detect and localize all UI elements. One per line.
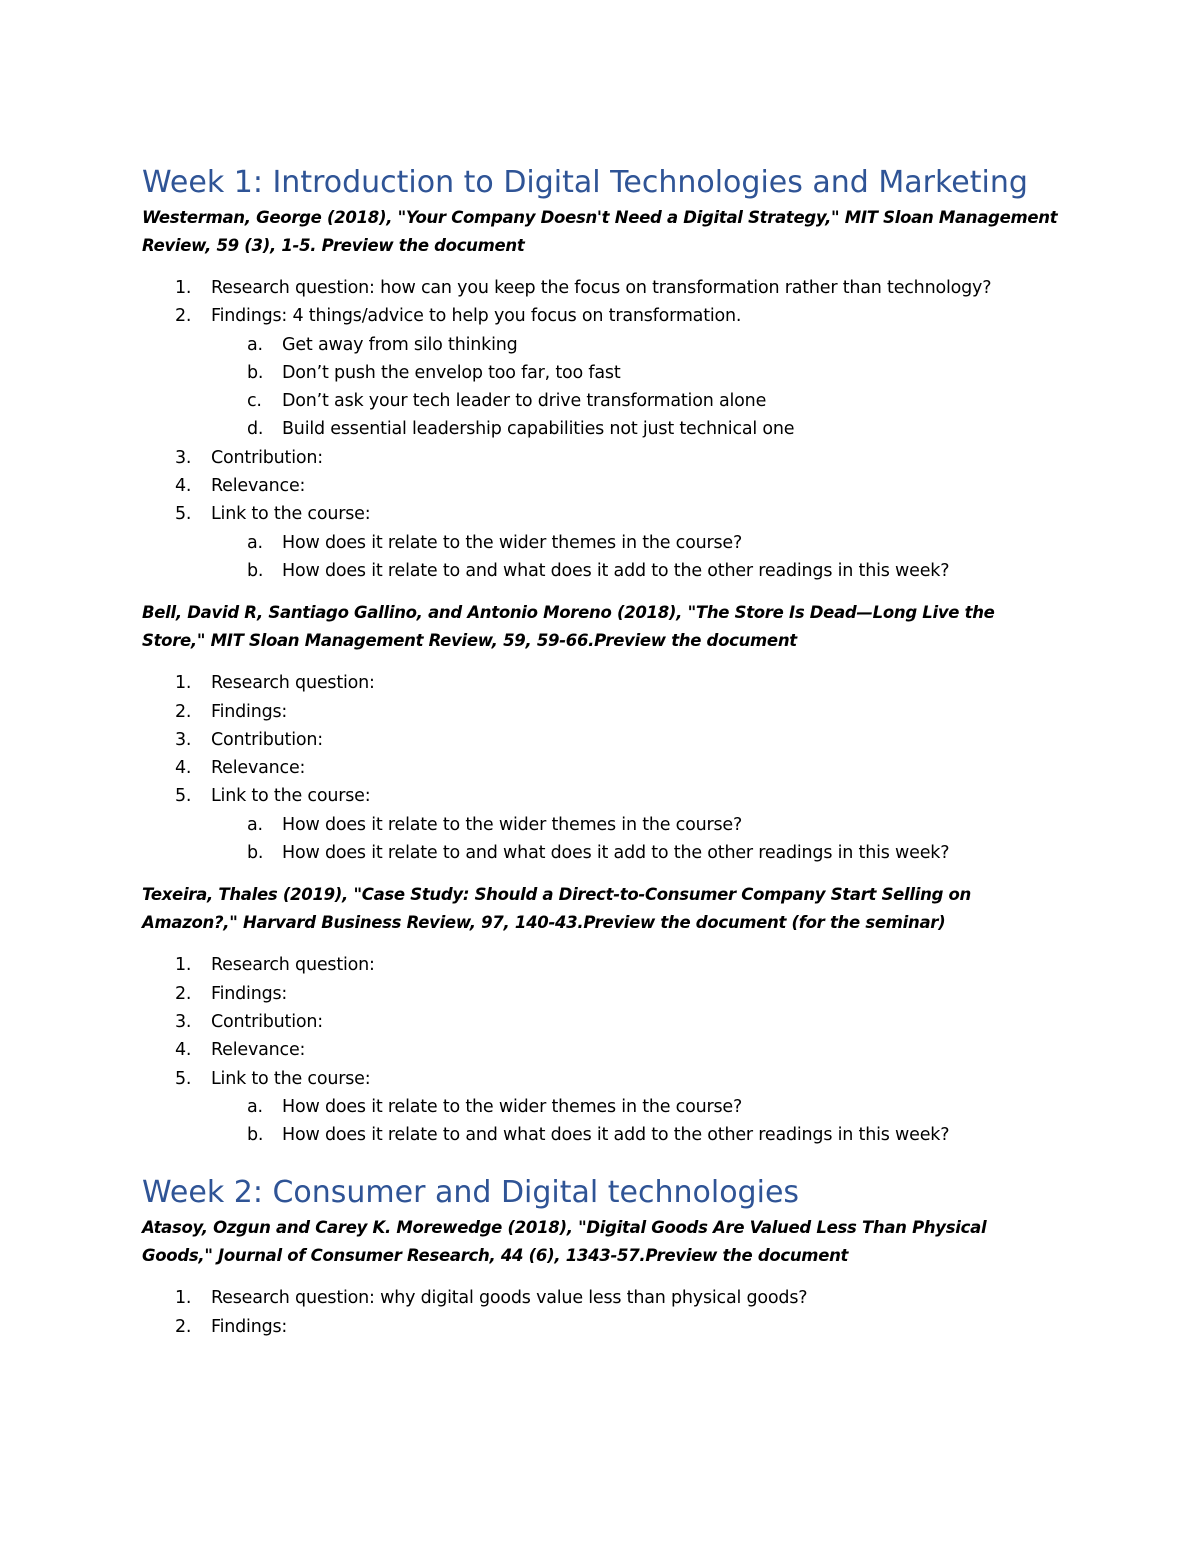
week-1-heading: Week 1: Introduction to Digital Technologies and Marketing xyxy=(142,165,1028,200)
list-item xyxy=(142,1065,1062,1150)
list-number: 3. xyxy=(175,729,192,750)
reading-outline-atasoy xyxy=(142,1284,1062,1341)
list-text: Findings: xyxy=(211,983,288,1004)
list-number: 5. xyxy=(175,1068,192,1089)
list-item xyxy=(142,500,1062,585)
sub-list xyxy=(211,811,1062,868)
list-letter: a. xyxy=(247,532,263,553)
list-item xyxy=(142,726,1062,754)
list-letter: b. xyxy=(247,1125,264,1146)
sub-list-item xyxy=(211,1093,1062,1121)
week-2-heading: Week 2: Consumer and Digital technologies xyxy=(142,1175,800,1211)
list-text: How does it relate to the wider themes in the course? xyxy=(282,814,743,835)
sub-list-item xyxy=(211,1121,1062,1149)
list-text: Research question: how can you keep the focus on transformation rather than technology? xyxy=(211,278,992,298)
reading-citation-bell: Bell, David R, Santiago Gallino, and Antonio Moreno (2018), "The Store Is Dead—Long Live the Store," MIT Sloan Management Review, 59, 59-66.Preview the document xyxy=(142,603,995,651)
list-item xyxy=(142,754,1062,782)
list-number: 3. xyxy=(175,447,192,468)
list-text: Research question: why digital goods value less than physical goods? xyxy=(211,1288,808,1309)
list-item xyxy=(142,698,1062,726)
sub-list-item xyxy=(211,811,1062,839)
reading-outline-westerman xyxy=(142,274,1062,585)
list-number: 2. xyxy=(175,701,192,722)
list-text: Link to the course: xyxy=(211,504,371,525)
list-text: Findings: 4 things/advice to help you focus on transformation. xyxy=(211,306,742,327)
list-letter: b. xyxy=(247,843,264,864)
list-number: 1. xyxy=(175,1288,192,1309)
list-text: Link to the course: xyxy=(211,786,371,807)
document-content xyxy=(142,163,1062,1341)
list-number: 2. xyxy=(175,306,192,327)
reading-outline-texeira xyxy=(142,951,1062,1149)
list-letter: d. xyxy=(247,419,264,440)
sub-list-item xyxy=(211,839,1062,867)
list-text: Relevance: xyxy=(211,758,306,779)
list-text: Link to the course: xyxy=(211,1068,371,1089)
list-item xyxy=(142,951,1062,979)
reading-outline-bell xyxy=(142,669,1062,867)
sub-list xyxy=(211,1093,1062,1150)
list-text: How does it relate to and what does it add to the other readings in this week? xyxy=(282,1125,950,1146)
list-text: Build essential leadership capabilities not just technical one xyxy=(282,419,795,440)
list-item xyxy=(142,980,1062,1008)
reading-citation-atasoy: Atasoy, Ozgun and Carey K. Morewedge (2018), "Digital Goods Are Valued Less Than Physical Goods," Journal of Consumer Research, 44 (6), 1343-57.Preview the document xyxy=(142,1218,987,1266)
list-letter: a. xyxy=(247,334,263,355)
list-text: Relevance: xyxy=(211,476,306,497)
list-item xyxy=(142,669,1062,697)
list-text: How does it relate to and what does it add to the other readings in this week? xyxy=(282,560,950,581)
list-item xyxy=(142,1036,1062,1064)
list-number: 5. xyxy=(175,786,192,807)
list-item xyxy=(142,782,1062,867)
list-text: Contribution: xyxy=(211,1011,323,1032)
list-number: 4. xyxy=(175,476,192,497)
list-item xyxy=(142,274,1062,302)
list-text: Findings: xyxy=(211,1316,288,1337)
sub-list-item xyxy=(211,557,1062,585)
sub-list-item xyxy=(211,387,1062,415)
list-item xyxy=(142,1284,1062,1312)
sub-list-item xyxy=(211,331,1062,359)
sub-list xyxy=(211,529,1062,586)
list-letter: b. xyxy=(247,362,264,383)
list-number: 2. xyxy=(175,1316,192,1337)
list-item xyxy=(142,1313,1062,1341)
list-letter: b. xyxy=(247,560,264,581)
list-text: How does it relate to and what does it add to the other readings in this week? xyxy=(282,843,950,864)
list-text: Get away from silo thinking xyxy=(282,334,518,355)
list-number: 4. xyxy=(175,758,192,779)
list-number: 1. xyxy=(175,673,192,694)
list-text: How does it relate to the wider themes in the course? xyxy=(282,532,743,553)
list-text: Don’t ask your tech leader to drive transformation alone xyxy=(282,391,767,412)
list-item xyxy=(142,472,1062,500)
list-number: 2. xyxy=(175,983,192,1004)
list-text: How does it relate to the wider themes in the course? xyxy=(282,1096,743,1117)
sub-list-item xyxy=(211,415,1062,443)
list-number: 3. xyxy=(175,1011,192,1032)
sub-list-item xyxy=(211,359,1062,387)
list-number: 1. xyxy=(175,278,192,298)
list-letter: c. xyxy=(247,391,262,412)
list-item xyxy=(142,302,1062,443)
list-letter: a. xyxy=(247,1096,263,1117)
sub-list-item xyxy=(211,529,1062,557)
list-text: Research question: xyxy=(211,673,375,694)
list-letter: a. xyxy=(247,814,263,835)
reading-citation-texeira: Texeira, Thales (2019), "Case Study: Should a Direct-to-Consumer Company Start Selling on Amazon?," Harvard Business Review, 97, 140-43.Preview the document (for the seminar) xyxy=(142,885,972,933)
list-number: 4. xyxy=(175,1040,192,1061)
sub-list xyxy=(211,331,1062,444)
list-item xyxy=(142,444,1062,472)
list-text: Findings: xyxy=(211,701,288,722)
list-item xyxy=(142,1008,1062,1036)
list-number: 1. xyxy=(175,955,192,976)
list-text: Contribution: xyxy=(211,729,323,750)
list-text: Relevance: xyxy=(211,1040,306,1061)
list-number: 5. xyxy=(175,504,192,525)
reading-citation-westerman: Westerman, George (2018), "Your Company Doesn't Need a Digital Strategy," MIT Sloan Management Review, 59 (3), 1-5. Preview the document xyxy=(142,208,1058,255)
list-text: Contribution: xyxy=(211,447,323,468)
list-text: Research question: xyxy=(211,955,375,976)
list-text: Don’t push the envelop too far, too fast xyxy=(282,362,621,383)
